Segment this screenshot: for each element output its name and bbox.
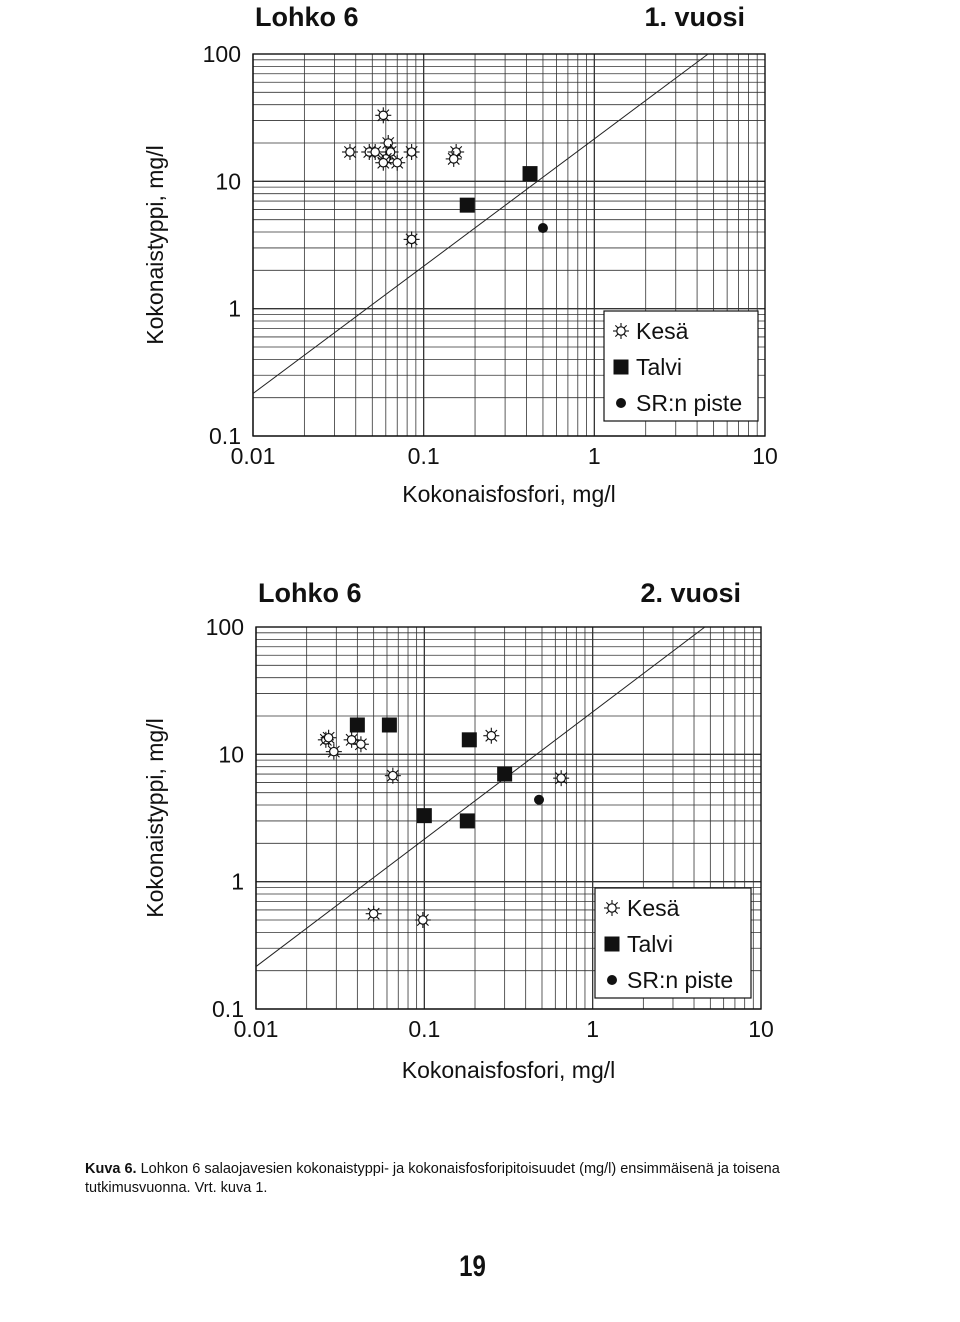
legend-label: Talvi [636,354,683,380]
year-title: 1. vuosi [644,2,745,32]
x-tick-labels [234,1016,774,1042]
y-tick-label: 1 [228,295,241,322]
x-tick-label: 10 [752,443,778,469]
data-point-square [497,767,512,782]
data-point-sun-icon [404,144,420,160]
data-point-dot [538,223,548,233]
year-title: 2. vuosi [640,578,741,608]
y-tick-label: 0.1 [212,996,244,1022]
figure-caption [85,1160,875,1198]
legend [604,311,758,421]
data-point-sun-icon [321,730,337,746]
data-point-square [460,813,475,828]
data-point-square [350,717,365,732]
data-point-sun-icon [389,155,405,171]
data-point-sun-icon [446,151,462,167]
y-tick-label: 100 [202,41,241,67]
x-tick-label: 10 [748,1016,774,1042]
data-point-square [382,717,397,732]
data-point-sun-icon [366,906,382,922]
legend-marker-sun-icon [604,900,620,916]
legend-marker-dot [616,398,626,408]
data-point-sun-icon [385,768,401,784]
x-tick-label: 0.01 [230,443,276,469]
y-axis-title: Kokonaistyppi, mg/l [142,145,168,345]
legend-label: SR:n piste [636,390,743,416]
data-point-square [417,808,432,823]
y-tick-label: 0.1 [209,423,241,449]
y-tick-labels [206,614,244,1022]
chart-year-1 [0,0,960,520]
data-point-sun-icon [367,144,383,160]
x-axis-title: Kokonaisfosfori, mg/l [402,481,616,507]
data-point-sun-icon [483,728,499,744]
legend-label: Talvi [627,931,674,957]
data-points [318,717,569,928]
x-axis-title: Kokonaisfosfori, mg/l [401,1057,616,1083]
y-tick-label: 10 [218,741,244,768]
page-number: 19 [459,1250,486,1283]
legend-marker-sun-icon [613,323,629,339]
legend [595,888,751,998]
data-point-sun-icon [553,770,569,786]
legend-label: SR:n piste [627,967,734,993]
y-tick-labels [203,41,241,449]
data-point-square [523,166,538,181]
data-point-square [460,198,475,213]
legend-label: Kesä [627,895,680,921]
x-tick-label: 1 [586,1016,600,1042]
y-tick-label: 1 [231,868,244,895]
block-title: Lohko 6 [258,578,362,608]
legend-marker-square [614,360,629,375]
x-tick-labels [231,443,778,469]
x-tick-label: 0.1 [408,1016,441,1042]
data-point-sun-icon [342,144,358,160]
data-point-sun-icon [375,107,391,123]
data-points [342,107,548,247]
x-tick-label: 0.1 [407,443,440,469]
y-tick-label: 100 [205,614,244,640]
legend-marker-dot [607,975,617,985]
data-point-sun-icon [353,736,369,752]
chart-year-2 [0,575,960,1095]
data-point-sun-icon [326,744,342,760]
data-point-square [462,732,477,747]
caption-label: Kuva 6. [85,1161,137,1177]
x-tick-label: 1 [587,443,601,469]
data-point-dot [534,795,544,805]
legend-marker-square [605,937,620,952]
y-tick-label: 10 [215,168,241,195]
caption-text: Lohkon 6 salaojavesien kokonaistyppi- ja kokonaisfosforipitoisuudet (mg/l) ensimmäisenä ja toisena tutkimusvuonna. Vrt. kuva 1. [85,1161,780,1196]
legend-label: Kesä [636,318,689,344]
x-tick-label: 0.01 [233,1016,279,1042]
data-point-sun-icon [415,912,431,928]
block-title: Lohko 6 [255,2,359,32]
data-point-sun-icon [375,155,391,171]
y-axis-title: Kokonaistyppi, mg/l [142,718,168,918]
data-point-sun-icon [404,231,420,247]
